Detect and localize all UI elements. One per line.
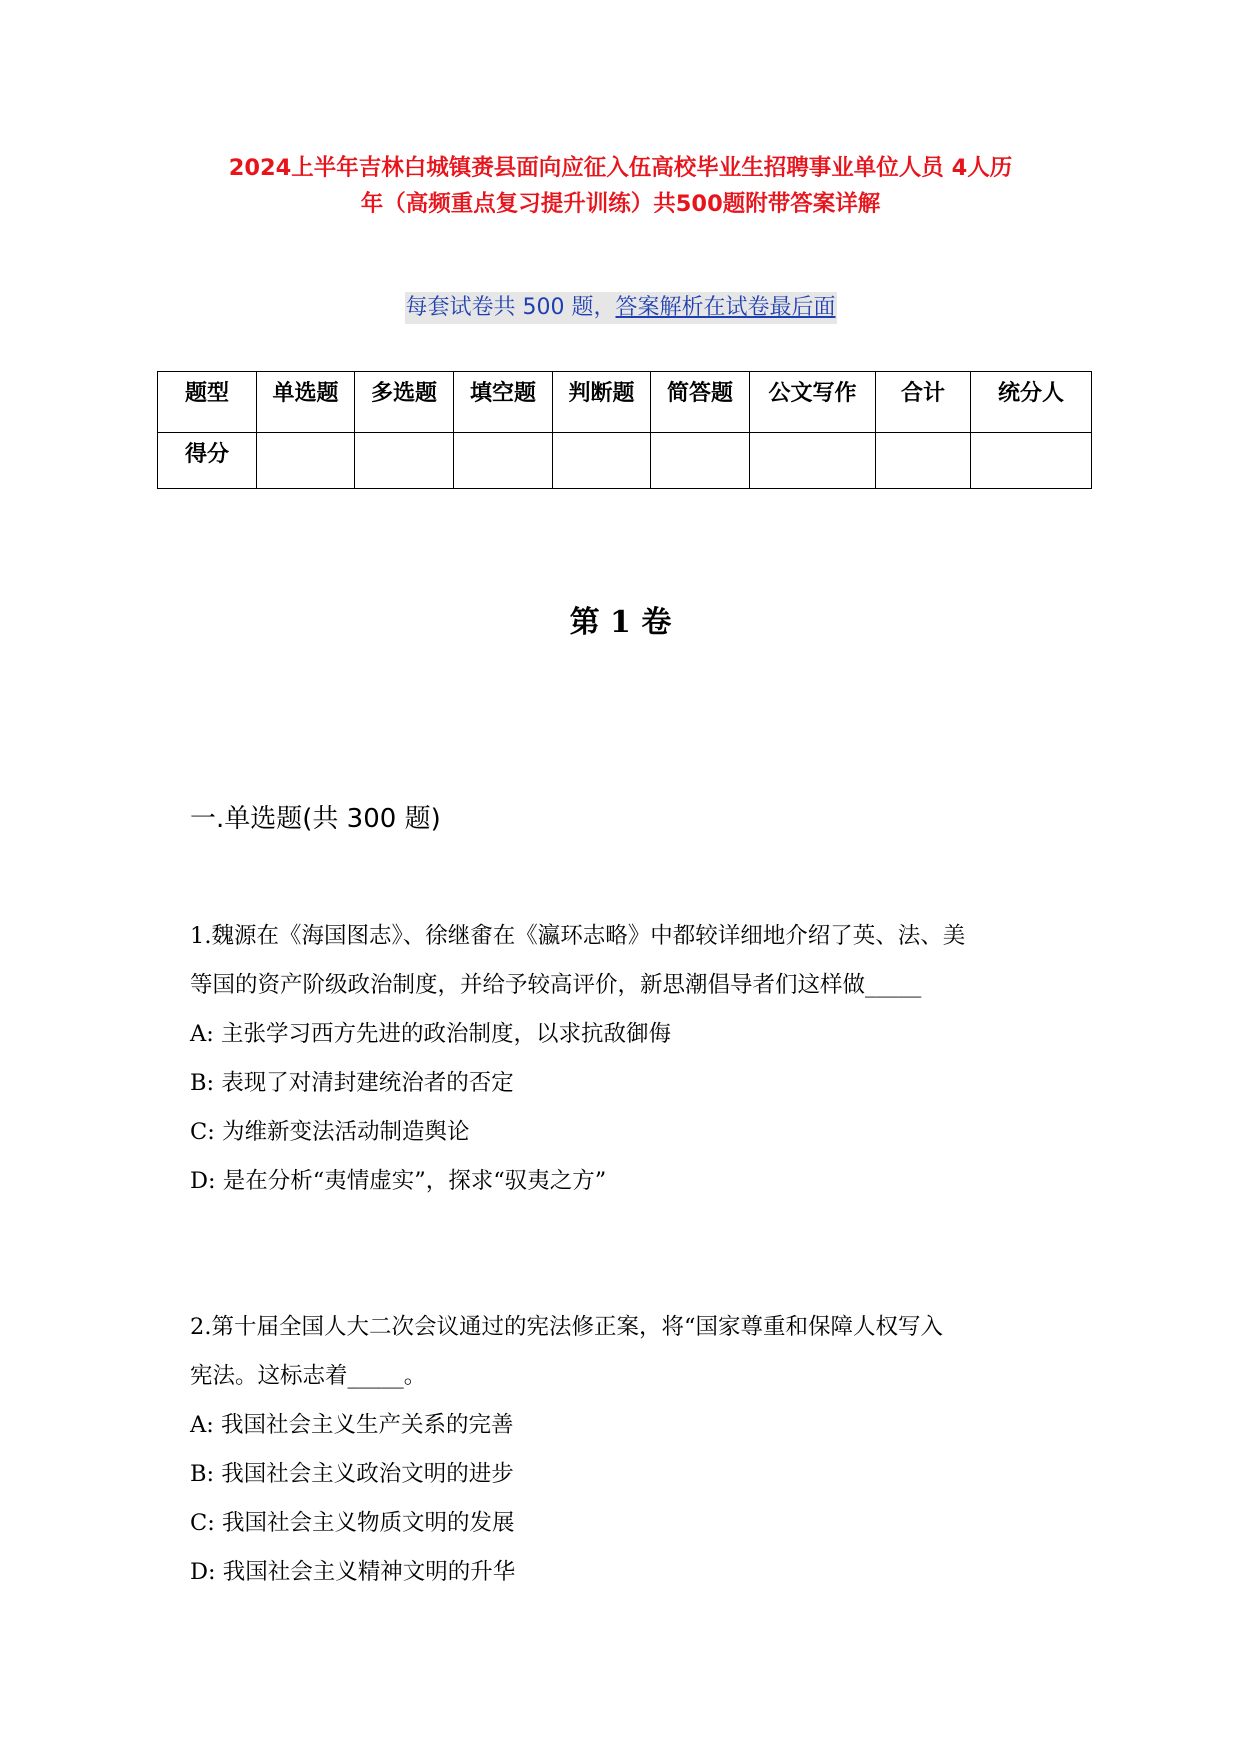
score-cell[interactable]: [355, 433, 454, 489]
section-title: 一.单选题(共 300 题): [190, 804, 441, 834]
option-d[interactable]: D: 是在分析“夷情虚实”，探求“驭夷之方”: [190, 1168, 607, 1194]
subtitle-wrap: [0, 292, 1241, 324]
score-cell[interactable]: [651, 433, 750, 489]
score-table-score-row: [158, 433, 1092, 489]
subtitle-plain: 每套试卷共 500 题，: [405, 295, 616, 320]
score-cell[interactable]: [454, 433, 553, 489]
header-cell: 合计: [876, 372, 971, 433]
header-cell: 单选题: [257, 372, 355, 433]
score-cell[interactable]: [971, 433, 1092, 489]
header-cell: 填空题: [454, 372, 553, 433]
title-line-1: 2024上半年吉林白城镇赉县面向应征入伍高校毕业生招聘事业单位人员 4人历: [228, 155, 1013, 181]
option-c[interactable]: C: 我国社会主义物质文明的发展: [190, 1510, 515, 1536]
subtitle-link[interactable]: 答案解析在试卷最后面: [615, 295, 836, 320]
option-c[interactable]: C: 为维新变法活动制造舆论: [190, 1119, 470, 1145]
subtitle: [405, 292, 837, 324]
score-table: [157, 371, 1092, 489]
option-b[interactable]: B: 表现了对清封建统治者的否定: [190, 1070, 514, 1096]
question-stem: 2.第十届全国人大二次会议通过的宪法修正案，将“国家尊重和保障人权写入: [190, 1314, 943, 1340]
question-item: [190, 912, 1070, 1206]
score-cell[interactable]: [750, 433, 876, 489]
question-stem: 等国的资产阶级政治制度，并给予较高评价，新思潮倡导者们这样做_____: [190, 972, 922, 998]
document-title: [150, 150, 1091, 222]
score-table-header-row: [158, 372, 1092, 433]
option-d[interactable]: D: 我国社会主义精神文明的升华: [190, 1559, 516, 1585]
header-cell: 统分人: [971, 372, 1092, 433]
option-b[interactable]: B: 我国社会主义政治文明的进步: [190, 1461, 514, 1487]
question-stem: 宪法。这标志着_____。: [190, 1363, 427, 1389]
header-cell: 题型: [158, 372, 257, 433]
volume-title: 第 1 卷: [569, 605, 672, 640]
header-cell: 简答题: [651, 372, 750, 433]
score-cell[interactable]: [876, 433, 971, 489]
question-item: [190, 1303, 1070, 1597]
header-cell: 公文写作: [750, 372, 876, 433]
title-line-2: 年（高频重点复习提升训练）共500题附带答案详解: [360, 191, 881, 217]
option-a[interactable]: A: 主张学习西方先进的政治制度，以求抗敌御侮: [190, 1021, 671, 1047]
score-cell[interactable]: [257, 433, 355, 489]
header-cell: 判断题: [553, 372, 651, 433]
option-a[interactable]: A: 我国社会主义生产关系的完善: [190, 1412, 514, 1438]
header-cell: 多选题: [355, 372, 454, 433]
score-cell[interactable]: [553, 433, 651, 489]
question-stem: 1.魏源在《海国图志》、徐继畬在《瀛环志略》中都较详细地介绍了英、法、美: [190, 923, 966, 949]
score-row-label: 得分: [158, 433, 257, 489]
